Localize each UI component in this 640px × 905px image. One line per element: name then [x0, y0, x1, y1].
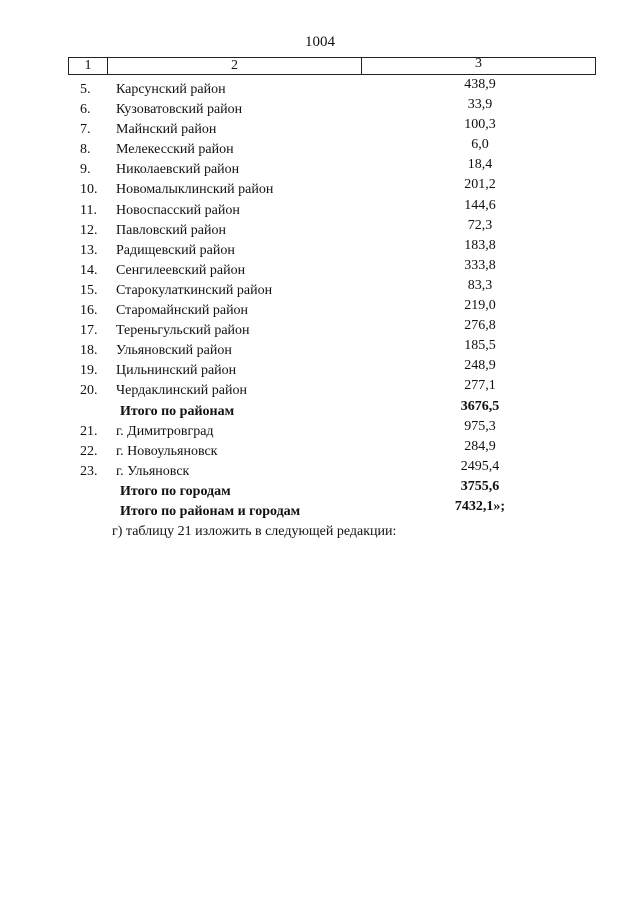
row-value: 72,3 — [467, 217, 493, 233]
row-name: Итого по городам — [120, 483, 231, 499]
row-value: 277,1 — [464, 378, 496, 394]
row-number: 15. — [80, 282, 98, 298]
row-number: 10. — [80, 182, 98, 198]
row-name: Радищевский район — [116, 242, 235, 258]
row-value: 975,3 — [464, 418, 496, 434]
total-row — [0, 498, 640, 522]
row-name: г. Ульяновск — [116, 463, 190, 479]
row-value: 100,3 — [464, 117, 496, 133]
table-row — [0, 137, 640, 160]
row-number: 22. — [80, 443, 98, 459]
row-value: 33,9 — [467, 97, 493, 113]
row-value: 2495,4 — [460, 458, 500, 474]
page-number: 1004 — [305, 34, 335, 50]
row-name: Итого по районам и городам — [120, 503, 301, 519]
table-row — [0, 197, 640, 221]
row-name: Николаевский район — [116, 162, 240, 178]
table-row — [0, 438, 640, 462]
row-number: 13. — [80, 242, 98, 258]
row-name: Карсунский район — [116, 82, 226, 97]
header-col-1: 1 — [69, 58, 108, 74]
row-name: Итого по районам — [120, 403, 235, 419]
row-value: 219,0 — [464, 298, 496, 314]
table-row — [0, 277, 640, 301]
table-row — [0, 458, 640, 482]
row-value: 6,0 — [471, 137, 489, 153]
row-value: 333,8 — [464, 257, 496, 273]
row-number: 9. — [80, 162, 91, 178]
row-name: Старокулаткинский район — [116, 282, 273, 298]
table-row — [0, 77, 640, 100]
row-name: Майнский район — [116, 122, 217, 138]
row-value: 438,9 — [464, 77, 496, 92]
row-value: 284,9 — [464, 438, 496, 454]
row-name: г. Димитровград — [116, 423, 214, 439]
header-col-3: 3 — [475, 56, 482, 71]
table-row — [0, 318, 640, 341]
table-row — [0, 257, 640, 281]
row-number: 23. — [80, 463, 98, 479]
row-name: Сенгилеевский район — [116, 262, 246, 278]
row-number: 19. — [80, 363, 98, 379]
row-number: 16. — [80, 303, 98, 319]
row-value: 7432,1»; — [454, 498, 506, 514]
row-value: 183,8 — [464, 237, 496, 253]
row-number: 17. — [80, 323, 98, 339]
row-number: 7. — [80, 122, 91, 138]
row-number: 8. — [80, 142, 91, 158]
row-name: Павловский район — [116, 222, 226, 238]
row-value: 248,9 — [464, 358, 496, 374]
row-value: 83,3 — [467, 277, 493, 293]
row-name: Кузоватовский район — [116, 102, 243, 118]
row-name: г. Новоульяновск — [116, 443, 218, 459]
row-name: Ульяновский район — [116, 343, 232, 359]
row-value: 201,2 — [464, 177, 496, 193]
row-number: 20. — [80, 383, 98, 399]
table-row — [0, 117, 640, 140]
table-row — [0, 298, 640, 321]
row-value: 3755,6 — [460, 478, 500, 494]
row-name: Мелекесский район — [116, 142, 234, 158]
row-number: 11. — [80, 202, 97, 218]
table-row — [0, 97, 640, 120]
row-value: 144,6 — [464, 197, 496, 213]
row-number: 18. — [80, 343, 98, 359]
row-name: Новомалыклинский район — [116, 182, 274, 198]
row-value: 3676,5 — [460, 398, 500, 414]
row-number: 12. — [80, 222, 98, 238]
table-row — [0, 157, 640, 180]
row-value: 276,8 — [464, 318, 496, 334]
row-number: 21. — [80, 423, 98, 439]
footer-text: г) таблицу 21 изложить в следующей редакции: — [112, 524, 397, 539]
table-row — [0, 237, 640, 261]
header-col-2: 2 — [108, 58, 362, 74]
table-row — [0, 338, 640, 361]
row-name: Цильнинский район — [116, 363, 237, 379]
table-row — [0, 358, 640, 381]
table-header — [68, 57, 596, 75]
total-row — [0, 478, 640, 502]
row-name: Тереньгульский район — [116, 323, 250, 339]
table-row — [0, 418, 640, 442]
table-body — [0, 77, 640, 522]
row-value: 185,5 — [464, 338, 496, 354]
total-row — [0, 398, 640, 422]
row-name: Чердаклинский район — [116, 383, 247, 399]
row-number: 6. — [80, 102, 91, 118]
table-row — [0, 177, 640, 200]
row-name: Новоспасский район — [116, 202, 240, 218]
table-row — [0, 217, 640, 241]
row-name: Старомайнский район — [116, 303, 249, 319]
table-row — [0, 378, 640, 401]
row-value: 18,4 — [467, 157, 493, 173]
row-number: 5. — [80, 82, 91, 97]
row-number: 14. — [80, 262, 98, 278]
